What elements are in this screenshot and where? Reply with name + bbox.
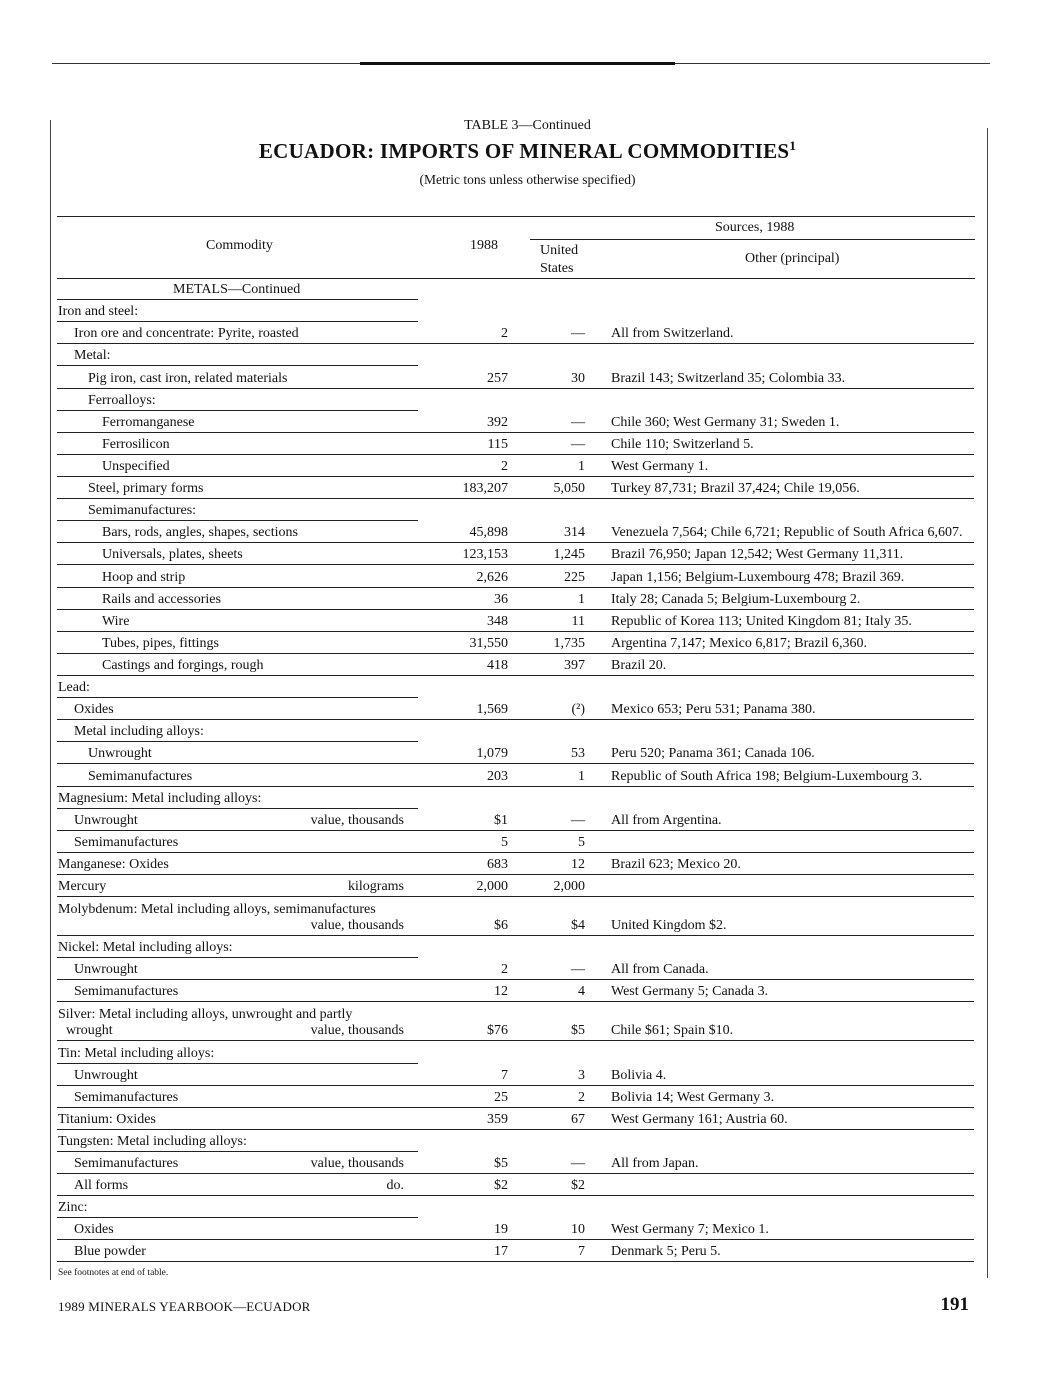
commodity-cell: Oxides [74,702,114,718]
value-1988-cell: 7 [501,1067,508,1083]
other-sources-cell: West Germany 7; Mexico 1. [611,1222,769,1238]
table-row [0,897,1055,936]
column-header-sources: Sources, 1988 [715,220,795,235]
table-row [0,809,1055,831]
commodity-cell: Ferroalloys: [88,392,156,408]
table-row [0,958,1055,980]
commodity-cell: Castings and forgings, rough [102,657,264,673]
united-states-cell: 3 [578,1067,585,1083]
value-1988-cell: 392 [487,414,508,430]
table-title-text: ECUADOR: IMPORTS OF MINERAL COMMODITIES [258,139,790,163]
table-row [0,1218,1055,1240]
commodity-cell: Unwrought [88,746,152,762]
united-states-cell: — [571,812,585,828]
other-sources-cell: All from Canada. [611,962,709,978]
value-1988-cell: 12 [494,984,508,1000]
value-1988-cell: 1,569 [476,702,508,718]
title-block [0,118,1055,188]
table-body [0,278,1055,1262]
table-row [0,632,1055,654]
table-row [0,1086,1055,1108]
united-states-cell: (²) [571,702,585,718]
table-row [0,1130,1055,1152]
united-states-cell: — [571,962,585,978]
table-row [0,676,1055,698]
running-footer: 1989 MINERALS YEARBOOK—ECUADOR [58,1299,311,1314]
value-1988-cell: 2,626 [476,569,508,585]
other-sources-cell: Denmark 5; Peru 5. [611,1244,721,1260]
other-sources-cell: West Germany 1. [611,458,709,474]
commodity-cell: Unwrought [74,1067,138,1083]
commodity-cell: Zinc: [58,1200,88,1216]
other-sources-cell: Republic of South Africa 198; Belgium-Luxembourg 3. [611,768,923,784]
table-row [0,1108,1055,1130]
commodity-cell: Bars, rods, angles, shapes, sections [102,525,298,541]
sources-subheader-rule [530,239,975,240]
united-states-cell: 1,735 [553,635,585,651]
other-sources-cell: Bolivia 14; West Germany 3. [611,1089,775,1105]
other-sources-cell: Republic of Korea 113; United Kingdom 81; Italy 35. [611,613,912,629]
table-row [0,764,1055,786]
united-states-cell: 12 [571,856,585,872]
united-states-cell: 2 [578,1089,585,1105]
other-sources-cell: Venezuela 7,564; Chile 6,721; Republic of South Africa 6,607. [611,525,963,541]
row-rule-left [57,1261,418,1262]
value-1988-cell: 257 [487,370,508,386]
other-sources-cell: Chile $61; Spain $10. [611,1023,734,1039]
commodity-cell: Semimanufactures [74,834,179,850]
commodity-cell: Semimanufactures [74,1089,179,1105]
other-sources-cell: All from Switzerland. [611,326,734,342]
commodity-cell: Ferromanganese [102,414,195,430]
other-sources-cell: Turkey 87,731; Brazil 37,424; Chile 19,056. [611,481,860,497]
other-sources-cell: All from Argentina. [611,812,722,828]
value-1988-cell: 2 [501,326,508,342]
commodity-cell: METALS—Continued [173,282,301,298]
unit-cell: value, thousands [310,812,404,828]
commodity-cell: Metal including alloys: [74,724,204,740]
other-sources-cell: Chile 360; West Germany 31; Sweden 1. [611,414,840,430]
value-1988-cell: 31,550 [469,635,508,651]
table-row [0,565,1055,587]
table-row [0,698,1055,720]
commodity-cell: All forms [74,1178,129,1194]
other-sources-cell: Mexico 653; Peru 531; Panama 380. [611,702,816,718]
table-row [0,366,1055,388]
other-sources-cell: Brazil 20. [611,657,667,673]
table-row [0,1196,1055,1218]
other-sources-cell: Bolivia 4. [611,1067,667,1083]
value-1988-cell: 1,079 [476,746,508,762]
united-states-cell: 1,245 [553,547,585,563]
title-footnote-marker: 1 [789,138,797,153]
value-1988-cell: 19 [494,1222,508,1238]
table-row [0,588,1055,610]
commodity-cell: Ferrosilicon [102,436,170,452]
other-sources-cell: Brazil 623; Mexico 20. [611,856,741,872]
table-row [0,455,1055,477]
commodity-cell: Semimanufactures [74,1156,179,1172]
value-1988-cell: 2 [501,458,508,474]
table-title [0,138,1055,164]
commodity-cell: Hoop and strip [102,569,186,585]
table-row [0,433,1055,455]
units-note: (Metric tons unless otherwise specified) [419,172,636,187]
value-1988-cell: 683 [487,856,508,872]
table-row [0,499,1055,521]
commodity-cell: Unwrought [74,962,138,978]
commodity-cell: Rails and accessories [102,591,221,607]
united-states-cell: 53 [571,746,585,762]
commodity-cell: Magnesium: Metal including alloys: [58,790,262,806]
table-row [0,1152,1055,1174]
united-states-cell: 1 [578,591,585,607]
table-row [0,831,1055,853]
other-sources-cell: Chile 110; Switzerland 5. [611,436,754,452]
commodity-cell: Universals, plates, sheets [102,547,243,563]
united-states-cell: 7 [578,1244,585,1260]
commodity-cell-continued: wrought [66,1023,113,1039]
other-sources-cell: Italy 28; Canada 5; Belgium-Luxembourg 2. [611,591,861,607]
table-row [0,787,1055,809]
other-sources-cell: United Kingdom $2. [611,918,727,934]
table-row [0,1240,1055,1262]
commodity-cell: Lead: [58,680,90,696]
top-rule-accent [360,62,675,65]
commodity-cell: Wire [102,613,130,629]
united-states-cell: — [571,326,585,342]
commodity-cell: Unwrought [74,812,138,828]
united-states-cell: 1 [578,458,585,474]
value-1988-cell: 348 [487,613,508,629]
commodity-cell: Mercury [58,879,107,895]
commodity-cell: Tubes, pipes, fittings [102,635,219,651]
commodity-cell: Molybdenum: Metal including alloys, semimanufactures [58,902,376,918]
commodity-cell: Oxides [74,1222,114,1238]
value-1988-cell: $2 [494,1178,508,1194]
value-1988-cell: 115 [487,436,508,452]
value-1988-cell: 45,898 [469,525,508,541]
unit-cell: value, thousands [310,1023,404,1039]
table-row [0,278,1055,300]
table-row [0,477,1055,499]
value-1988-cell: $1 [494,812,508,828]
table-row [0,1002,1055,1041]
commodity-cell: Semimanufactures: [88,503,197,519]
united-states-cell: — [571,1156,585,1172]
other-sources-cell: Argentina 7,147; Mexico 6,817; Brazil 6,360. [611,635,867,651]
value-1988-cell: 418 [487,657,508,673]
value-1988-cell: 123,153 [462,547,508,563]
commodity-cell: Silver: Metal including alloys, unwrought and partly [58,1007,353,1023]
table-row [0,936,1055,958]
other-sources-cell: West Germany 161; Austria 60. [611,1111,788,1127]
commodity-cell: Tungsten: Metal including alloys: [58,1133,247,1149]
table-row [0,300,1055,322]
united-states-cell: 11 [571,613,585,629]
united-states-cell: 314 [564,525,585,541]
value-1988-cell: 36 [494,591,508,607]
commodity-cell: Titanium: Oxides [58,1111,156,1127]
united-states-cell: $5 [571,1023,585,1039]
value-1988-cell: $6 [494,918,508,934]
united-states-cell: — [571,436,585,452]
row-rule-right [418,1261,974,1262]
united-states-cell: 4 [578,984,585,1000]
table-row [0,1041,1055,1063]
table-row [0,610,1055,632]
unit-cell: kilograms [348,879,404,895]
commodity-cell: Semimanufactures [74,984,179,1000]
commodity-cell: Manganese: Oxides [58,856,169,872]
other-sources-cell: Brazil 76,950; Japan 12,542; West Germany 11,311. [611,547,904,563]
united-states-cell: 5,050 [553,481,585,497]
united-states-cell: 1 [578,768,585,784]
table-row [0,322,1055,344]
united-states-cell: 30 [571,370,585,386]
unit-cell: value, thousands [310,918,404,934]
value-1988-cell: 25 [494,1089,508,1105]
value-1988-cell: 359 [487,1111,508,1127]
value-1988-cell: 2,000 [476,879,508,895]
table-row [0,389,1055,411]
commodity-cell: Steel, primary forms [88,481,204,497]
united-states-cell: — [571,414,585,430]
table-row [0,1064,1055,1086]
table-row [0,411,1055,433]
value-1988-cell: 203 [487,768,508,784]
page-number: 191 [940,1294,969,1315]
commodity-cell: Nickel: Metal including alloys: [58,940,233,956]
table-label: TABLE 3—Continued [464,118,591,133]
other-sources-cell: Brazil 143; Switzerland 35; Colombia 33. [611,370,846,386]
value-1988-cell: 17 [494,1244,508,1260]
value-1988-cell: 5 [501,834,508,850]
united-states-cell: 2,000 [553,879,585,895]
other-sources-cell: All from Japan. [611,1156,699,1172]
table-row [0,654,1055,676]
value-1988-cell: $76 [487,1023,508,1039]
table-row [0,543,1055,565]
table-row [0,875,1055,897]
footnote: See footnotes at end of table. [58,1268,169,1278]
united-states-cell: 397 [564,657,585,673]
commodity-cell: Unspecified [102,458,170,474]
united-states-cell: 225 [564,569,585,585]
table-row [0,344,1055,366]
value-1988-cell: $5 [494,1156,508,1172]
table-row [0,742,1055,764]
column-header-united-states: United States [540,243,579,276]
other-sources-cell: Japan 1,156; Belgium-Luxembourg 478; Brazil 369. [611,569,905,585]
commodity-cell: Metal: [74,348,111,364]
unit-cell: do. [386,1178,404,1194]
table-row [0,980,1055,1002]
commodity-cell: Blue powder [74,1244,146,1260]
united-states-cell: 5 [578,834,585,850]
united-states-cell: 67 [571,1111,585,1127]
column-header-commodity: Commodity [206,238,273,253]
table-row [0,1174,1055,1196]
table-row [0,521,1055,543]
other-sources-cell: Peru 520; Panama 361; Canada 106. [611,746,815,762]
united-states-cell: 10 [571,1222,585,1238]
value-1988-cell: 183,207 [462,481,508,497]
commodity-cell: Tin: Metal including alloys: [58,1045,215,1061]
header-top-rule [57,216,975,217]
table-row [0,853,1055,875]
table-row [0,720,1055,742]
commodity-cell: Semimanufactures [88,768,193,784]
other-sources-cell: West Germany 5; Canada 3. [611,984,769,1000]
commodity-cell: Pig iron, cast iron, related materials [88,370,288,386]
value-1988-cell: 2 [501,962,508,978]
commodity-cell: Iron and steel: [58,304,139,320]
unit-cell: value, thousands [310,1156,404,1172]
united-states-cell: $2 [571,1178,585,1194]
commodity-cell: Iron ore and concentrate: Pyrite, roasted [74,326,299,342]
united-states-cell: $4 [571,918,585,934]
column-header-1988: 1988 [470,238,498,253]
column-header-other: Other (principal) [745,251,840,266]
